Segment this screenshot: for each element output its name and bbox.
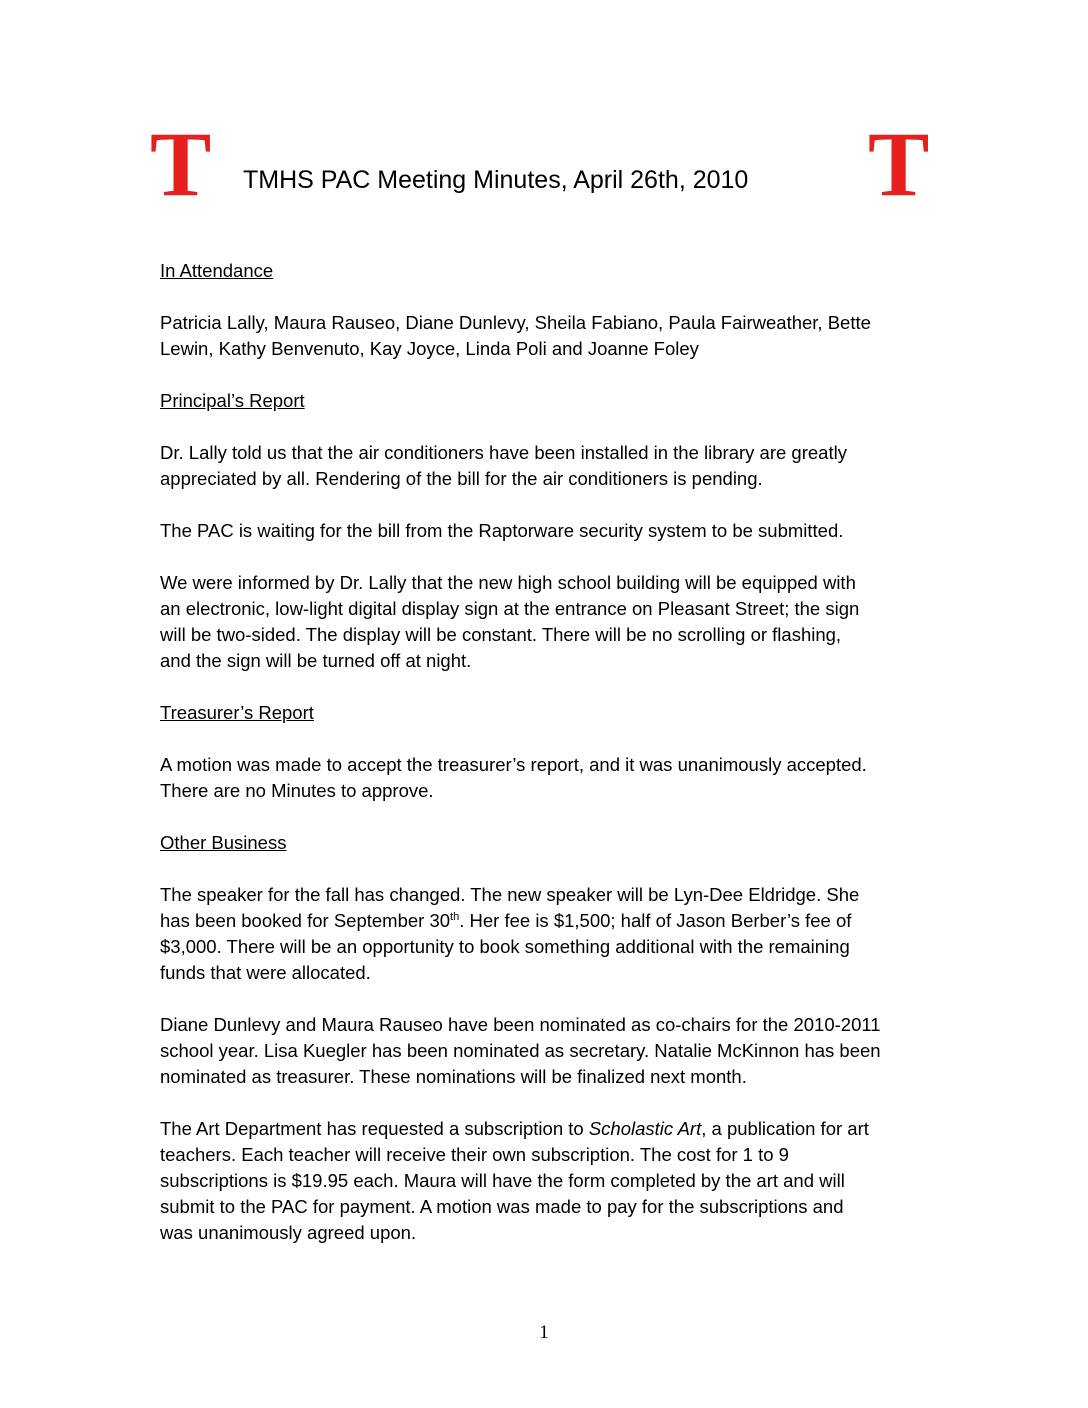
- text-line: school year. Lisa Kuegler has been nominated as secretary. Natalie McKinnon has been: [160, 1040, 881, 1061]
- text-line: an electronic, low-light digital display sign at the entrance on Pleasant Street; the sign: [160, 598, 860, 619]
- principal-paragraph-3: [160, 570, 950, 674]
- attendance-paragraph: [160, 310, 950, 362]
- text-fragment: . Her fee is $1,500; half of Jason Berber’s fee of: [459, 910, 852, 931]
- treasurer-heading: Treasurer’s Report: [160, 702, 314, 723]
- text-line: will be two-sided. The display will be constant. There will be no scrolling or flashing,: [160, 624, 842, 645]
- text-line: [160, 908, 950, 934]
- text-line: submit to the PAC for payment. A motion was made to pay for the subscriptions and: [160, 1196, 844, 1217]
- text-line: nominated as treasurer. These nominations will be finalized next month.: [160, 1066, 747, 1087]
- text-line: The speaker for the fall has changed. The new speaker will be Lyn-Dee Eldridge. She: [160, 884, 860, 905]
- publication-title: Scholastic Art: [588, 1118, 702, 1139]
- principal-paragraph-1: [160, 440, 950, 492]
- ordinal-suffix: th: [450, 910, 460, 923]
- page-number: 1: [539, 1322, 549, 1343]
- text-fragment: , a publication for art: [701, 1118, 869, 1139]
- text-line: subscriptions is $19.95 each. Maura will have the form completed by the art and will: [160, 1170, 845, 1191]
- text-fragment: The Art Department has requested a subscription to: [160, 1118, 589, 1139]
- school-logo-right: T: [868, 113, 930, 215]
- text-line: [160, 1116, 950, 1142]
- minutes-body: [160, 258, 950, 1272]
- page-title: TMHS PAC Meeting Minutes, April 26th, 2010: [243, 166, 749, 194]
- school-logo-left: T: [150, 113, 212, 215]
- other-business-heading: Other Business: [160, 832, 287, 853]
- text-line: Dr. Lally told us that the air conditioners have been installed in the library are greatly: [160, 442, 847, 463]
- text-line: funds that were allocated.: [160, 962, 371, 983]
- art-subscription-paragraph: [160, 1116, 950, 1246]
- text-line: A motion was made to accept the treasurer’s report, and it was unanimously accepted.: [160, 754, 867, 775]
- attendance-line: Patricia Lally, Maura Rauseo, Diane Dunlevy, Sheila Fabiano, Paula Fairweather, Bette: [160, 312, 871, 333]
- nominations-paragraph: [160, 1012, 950, 1090]
- text-line: The PAC is waiting for the bill from the Raptorware security system to be submitted.: [160, 520, 844, 541]
- text-line: We were informed by Dr. Lally that the new high school building will be equipped with: [160, 572, 856, 593]
- text-line: $3,000. There will be an opportunity to book something additional with the remaining: [160, 936, 850, 957]
- text-fragment: has been booked for September 30: [160, 910, 451, 931]
- text-line: was unanimously agreed upon.: [160, 1222, 417, 1243]
- attendance-heading: In Attendance: [160, 260, 274, 281]
- text-line: There are no Minutes to approve.: [160, 780, 434, 801]
- principal-paragraph-2: [160, 518, 950, 544]
- text-line: Diane Dunlevy and Maura Rauseo have been nominated as co-chairs for the 2010-2011: [160, 1014, 881, 1035]
- text-line: and the sign will be turned off at night.: [160, 650, 472, 671]
- speaker-paragraph: [160, 882, 950, 986]
- text-line: appreciated by all. Rendering of the bill for the air conditioners is pending.: [160, 468, 763, 489]
- text-line: teachers. Each teacher will receive their own subscription. The cost for 1 to 9: [160, 1144, 789, 1165]
- attendance-line: Lewin, Kathy Benvenuto, Kay Joyce, Linda Poli and Joanne Foley: [160, 338, 699, 359]
- principal-heading: Principal’s Report: [160, 390, 305, 411]
- treasurer-paragraph: [160, 752, 950, 804]
